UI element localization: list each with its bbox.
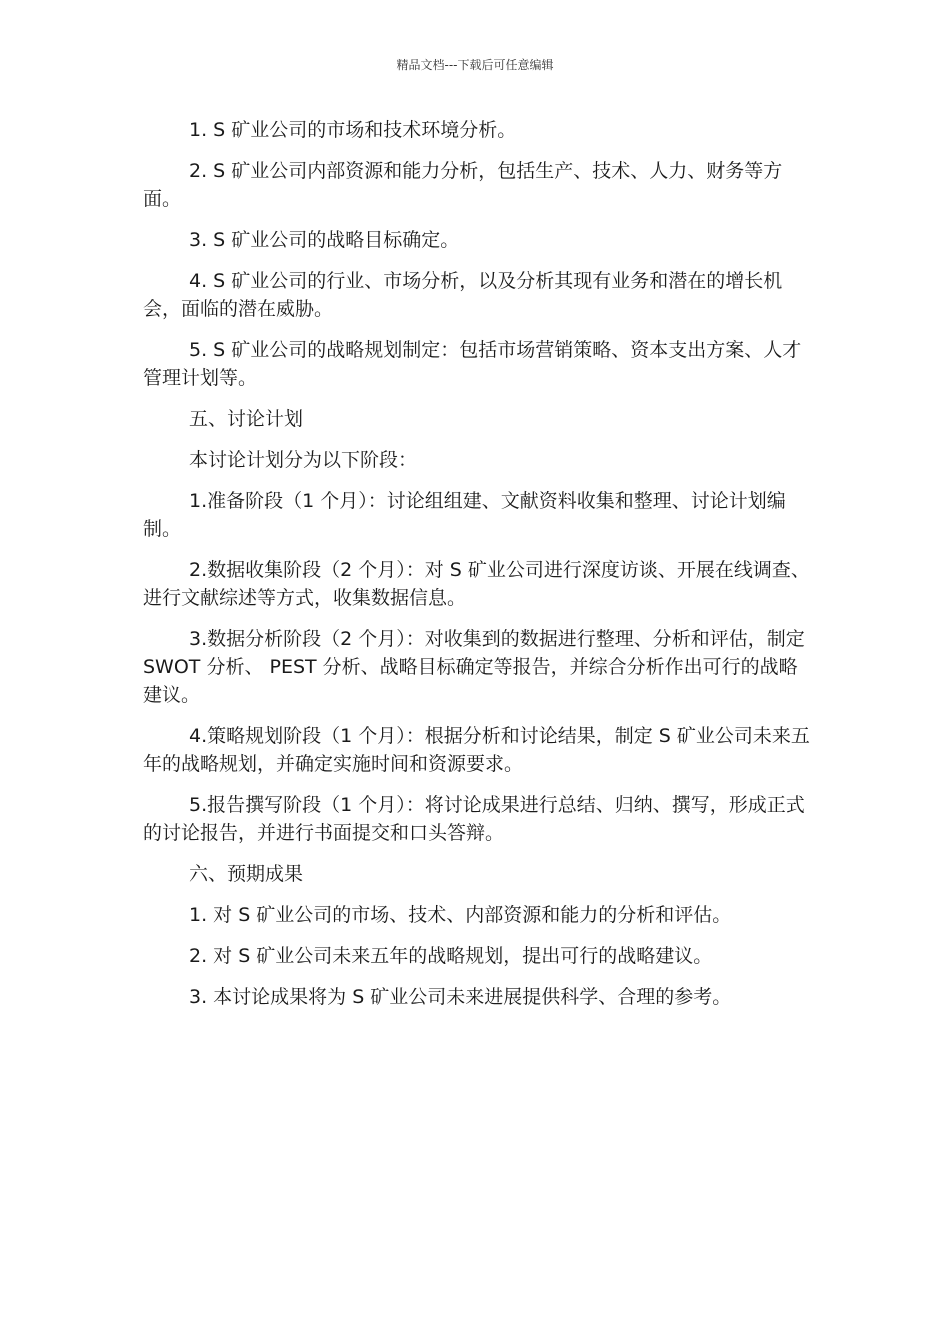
plan-intro: 本讨论计划分为以下阶段： [189, 449, 418, 471]
plan-stage-2: 2.数据收集阶段（2 个月）：对 S 矿业公司进行深度访谈、开展在线调查、进行文献综述等方式，收集数据信息。 [143, 559, 810, 609]
outcome-item-1: 1. 对 S 矿业公司的市场、技术、内部资源和能力的分析和评估。 [189, 904, 732, 926]
research-content-item-3: 3. S 矿业公司的战略目标确定。 [189, 229, 460, 251]
research-content-item-5: 5. S 矿业公司的战略规划制定：包括市场营销策略、资本支出方案、人才管理计划等。 [143, 339, 802, 389]
plan-stage-4: 4.策略规划阶段（1 个月）：根据分析和讨论结果，制定 S 矿业公司未来五年的战略规划，并确定实施时间和资源要求。 [143, 725, 810, 775]
outcome-item-2: 2. 对 S 矿业公司未来五年的战略规划，提出可行的战略建议。 [189, 945, 713, 967]
section-heading-outcomes: 六、预期成果 [189, 863, 304, 885]
plan-stage-1: 1.准备阶段（1 个月）：讨论组组建、文献资料收集和整理、讨论计划编制。 [143, 490, 786, 540]
research-content-item-1: 1. S 矿业公司的市场和技术环境分析。 [189, 119, 517, 141]
document-body [143, 116, 815, 1024]
research-content-item-4: 4. S 矿业公司的行业、市场分析，以及分析其现有业务和潜在的增长机会，面临的潜在威胁。 [143, 270, 783, 320]
page-header: 精品文档---下载后可任意编辑 [396, 58, 554, 72]
outcome-item-3: 3. 本讨论成果将为 S 矿业公司未来进展提供科学、合理的参考。 [189, 986, 732, 1008]
research-content-item-2: 2. S 矿业公司内部资源和能力分析，包括生产、技术、人力、财务等方面。 [143, 160, 783, 210]
plan-stage-3: 3.数据分析阶段（2 个月）：对收集到的数据进行整理、分析和评估，制定 SWOT 分析、 PEST 分析、战略目标确定等报告，并综合分析作出可行的战略建议。 [143, 628, 805, 706]
section-heading-plan: 五、讨论计划 [189, 408, 304, 430]
plan-stage-5: 5.报告撰写阶段（1 个月）：将讨论成果进行总结、归纳、撰写，形成正式的讨论报告，并进行书面提交和口头答辩。 [143, 794, 805, 844]
